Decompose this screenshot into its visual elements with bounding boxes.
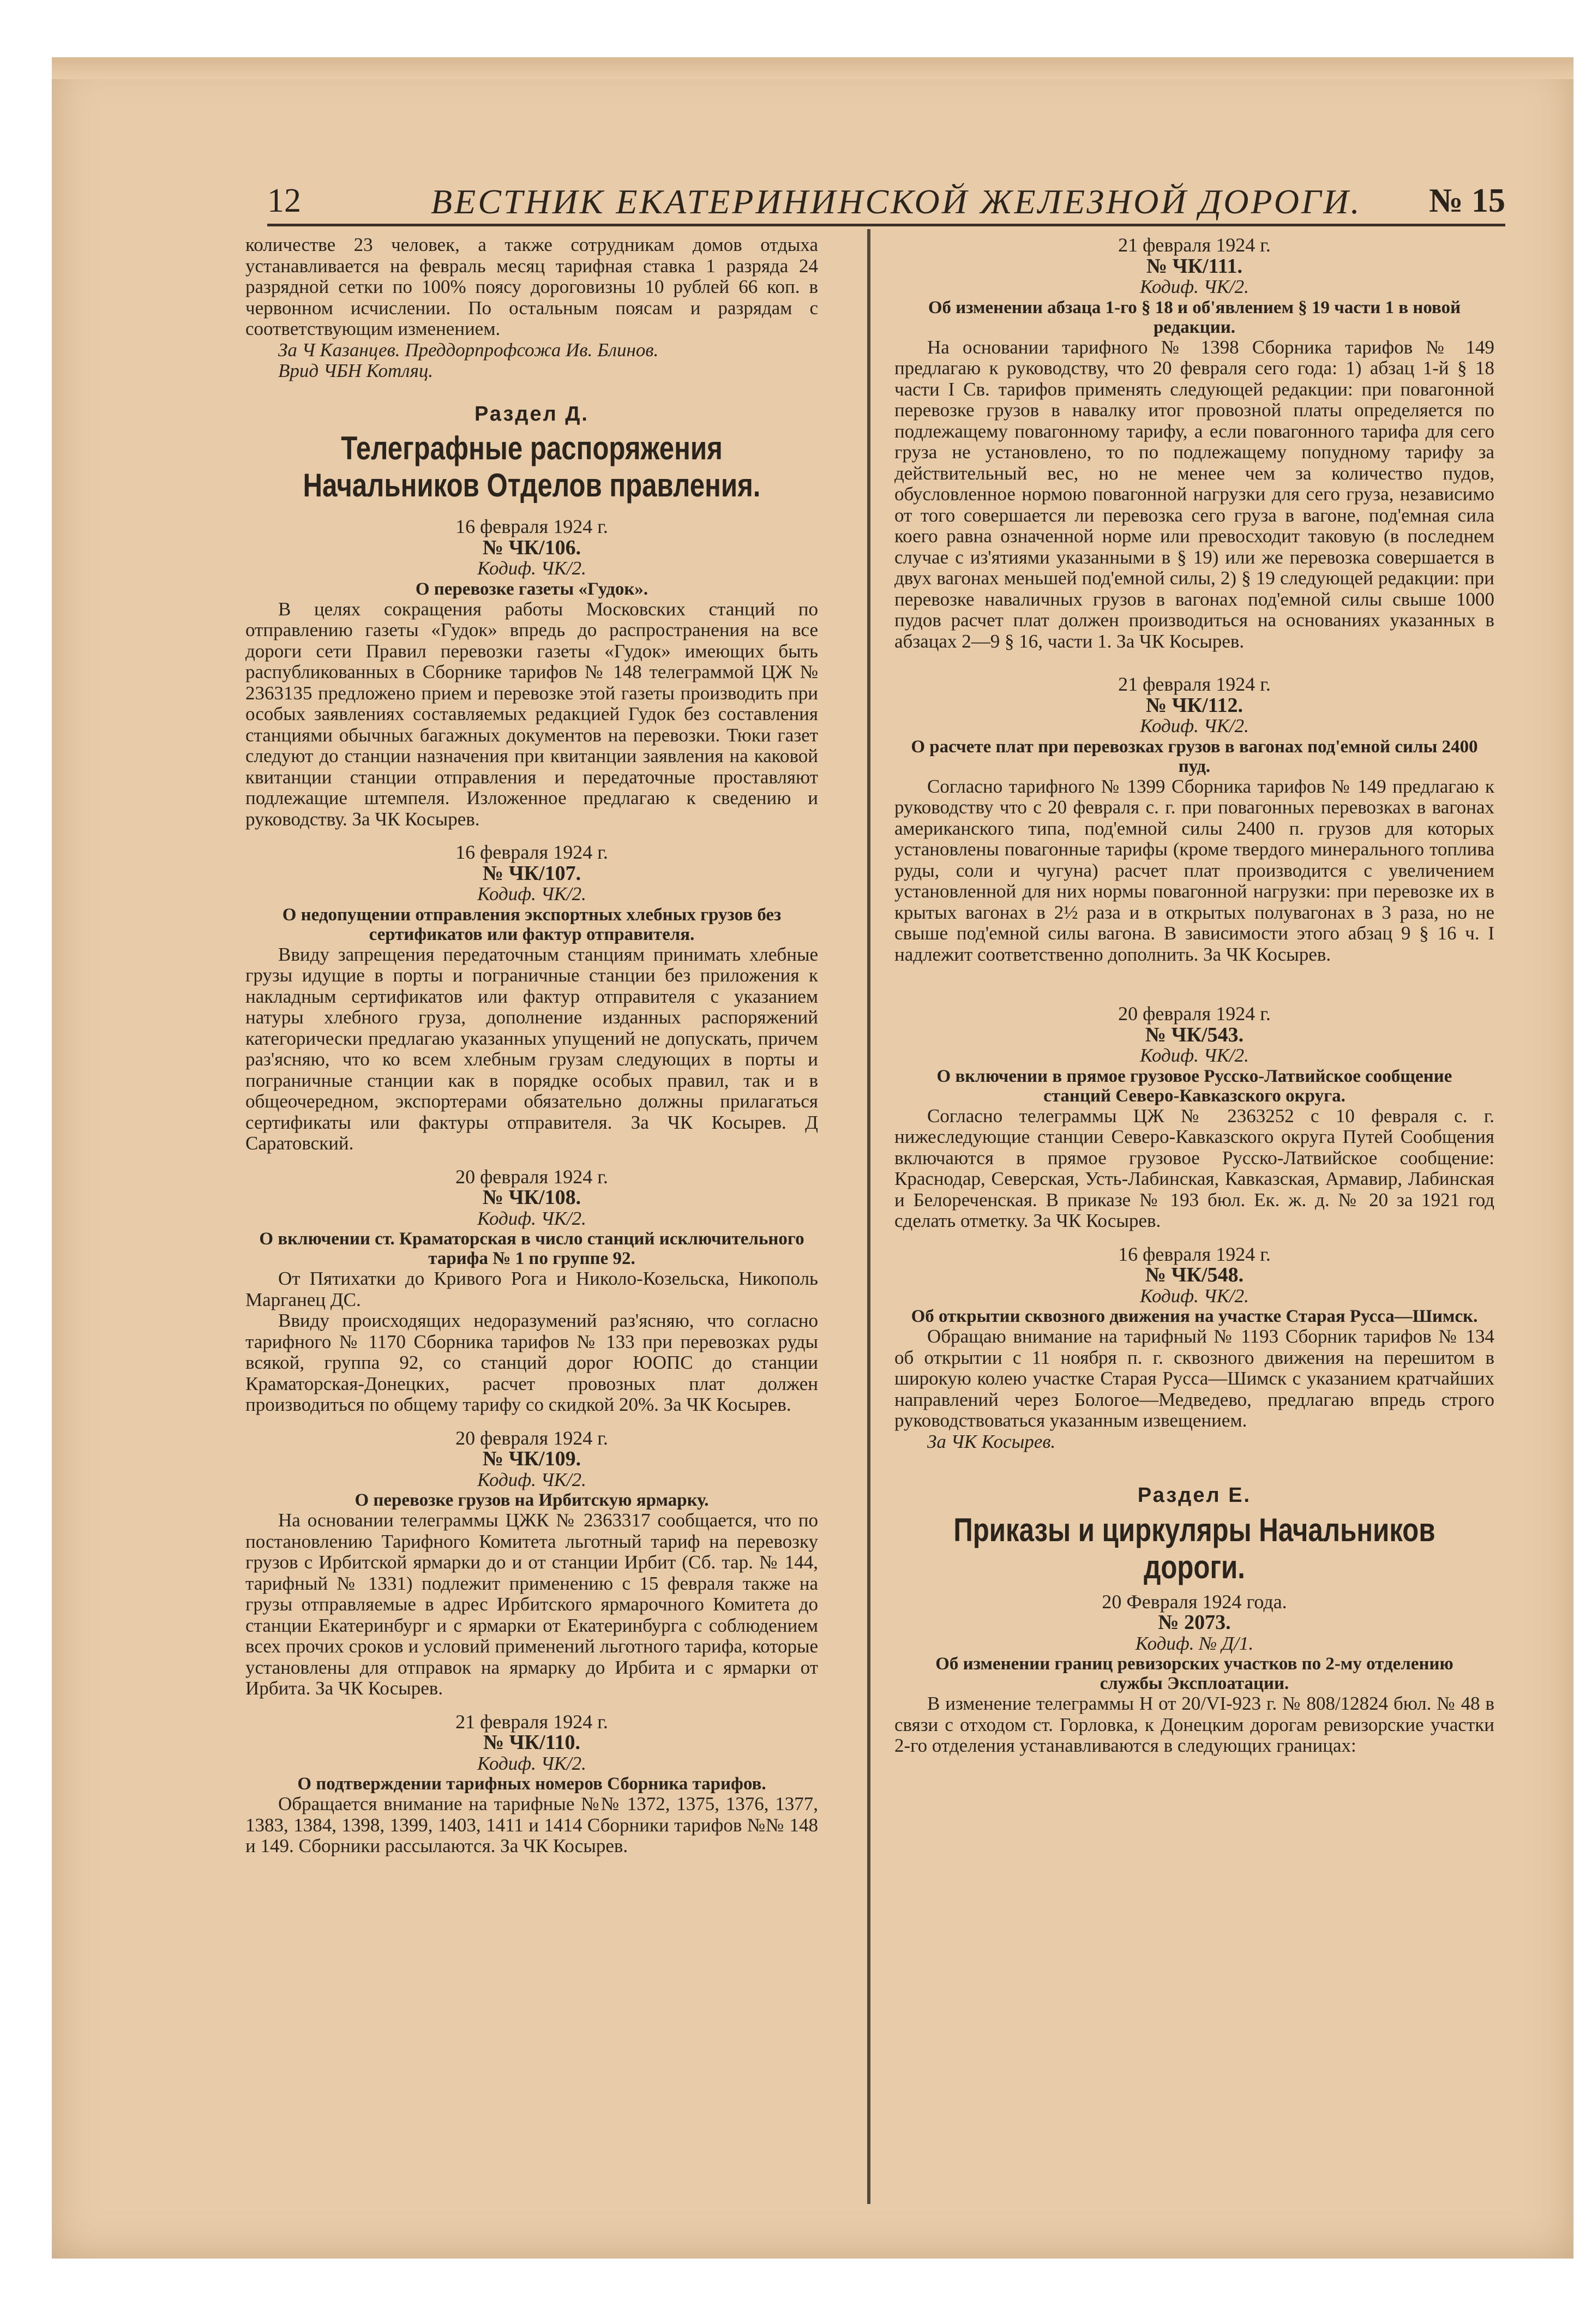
order-body: Согласно телеграммы ЦЖ № 2363252 с 10 февраля с. г. нижеследующие станции Северо-Кавказского округа Путей Сообщения включаются в прямое грузовое Русско-Латвийское сообщение: Краснодар, Северская, Усть-Лабинская, Кавказская, Армавир, Лабинская и Белореченская. В приказе № 193 бюл. Ек. ж. д. № 20 за 1921 год сделать отметку. За ЧК Косырев. [894, 1105, 1494, 1231]
order-number: № 2073. [1158, 1611, 1231, 1634]
order-number: № ЧК/107. [482, 861, 581, 885]
section-label: Раздел Е. [1137, 1484, 1252, 1507]
order-body: Ввиду запрещения передаточным станциям принимать хлебные грузы идущие в порты и пограничные станции без приложения к накладным сертификатов или фактур отправителя с указанием натуры хлебного груза, дополнение изданных распоряжений категорически предлагаю указанных упущений не допускать, причем раз'ясняю, что ко всем хлебным грузам следующих в порты и пограничные станции как в порядке особых правил, так и в общеочередном, экспортерами обязательно должны прилагаться сертификаты или фактуры отправителя. За ЧК Косырев. Д Саратовский. [245, 943, 818, 1154]
order-date: 21 февраля 1924 г. [455, 1710, 608, 1733]
journal-title: ВЕСТНИК ЕКАТЕРИНИНСКОЙ ЖЕЛЕЗНОЙ ДОРОГИ. [431, 182, 1362, 221]
order-date: 20 февраля 1924 г. [455, 1165, 608, 1188]
order-body: На основании тарифного № 1398 Сборника тарифов № 149 предлагаю к руководству, что 20 февраля сего года: 1) абзац 1-й § 18 части I Св. тарифов применять следующей редакции: при повагонной перевозке грузов в навалку итог провозной платы определяется по подлежащему повагонному тарифу, а если повагонного тарифа для сего груза не установлено, то по подлежащему попудному тарифу за действительный вес, но не менее чем за количество пудов, обусловленное нормою повагонной нагрузки для сего груза, независимо от того совершается ли перевозка сего груза в вагоне, под'емная сила коего равна означенной норме или превосходит таковую (в последнем случае с из'ятиями указанными в § 19) или же перевозка совершается в двух вагонах меньшей под'емной силы, 2) § 19 следующей редакции: при перевозке наваличных грузов в вагонах под'емной силы свыше 1000 пудов расчет плат должен производиться на основаниях указанных в абзацах 2—9 § 16, части 1. За ЧК Косырев. [894, 336, 1494, 652]
order-date: 20 Февраля 1924 года. [1102, 1590, 1287, 1613]
order-number: № ЧК/109. [482, 1447, 581, 1470]
order-body: Обращается внимание на тарифные №№ 1372, 1375, 1376, 1377, 1383, 1384, 1398, 1399, 1403, 1411 и 1414 Сборники тарифов №№ 148 и 149. Сборники рассылаются. За ЧК Косырев. [245, 1793, 818, 1856]
intro-text: количестве 23 человек, а также сотрудникам домов отдыха устанавливается на февраль месяц тарифная ставка 1 разряда 24 разрядной сетки по 100% поясу дороговизны 10 рублей 66 коп. в червонном исчислении. По остальным поясам и разрядам с соответствующим изменением. [245, 234, 818, 339]
order-548 [894, 1244, 1494, 1453]
order-date: 21 февраля 1924 г. [1118, 673, 1271, 695]
order-number: № ЧК/106. [482, 536, 581, 559]
left-column [245, 235, 818, 1857]
order-codification: Кодиф. ЧК/2. [1140, 715, 1249, 736]
order-subject: Об открытии сквозного движения на участке Старая Русса—Шимск. [911, 1307, 1478, 1326]
order-107 [245, 842, 818, 1154]
order-body: Согласно тарифного № 1399 Сборника тарифов № 149 предлагаю к руководству что с 20 февраля с. г. при повагонных перевозках в вагонах американского типа, под'емной силы 2400 п. грузов для которых установлены повагонные тарифы (кроме твердого минерального топлива руды, соли и чугуна) расчет плат производится с увеличением установленной для них нормы повагонной нагрузки: при перевозке их в крытых вагонах в 2½ раза и в открытых полувагонах в 3 раза, но не свыше под'емной силы вагона. В зависимости этого абзац 9 § 16 ч. I надлежит соответственно дополнить. За ЧК Косырев. [894, 775, 1494, 965]
order-body: В целях сокращения работы Московских станций по отправлению газеты «Гудок» впредь до распространения на все дороги сети Правил перевозки газеты «Гудок» имеющих быть распубликованных в Сборнике тарифов № 148 телеграммой ЦЖ № 2363135 предложено прием и перевозке этой газеты производить при особых заявлениях составляемых редакцией Гудок без составления станциями обычных багажных документов на перевозки. Тюки газет следуют до станции назначения при квитанции заявления на каковой квитанции станции отправления и передаточные проставляют подлежащие штемпеля. Изложенное предлагаю к сведению и руководству. За ЧК Косырев. [245, 598, 818, 830]
section-label: Раздел Д. [474, 402, 589, 426]
order-signature: За ЧК Косырев. [927, 1430, 1056, 1452]
order-date: 16 февраля 1924 г. [1118, 1243, 1271, 1265]
issue-number: № 15 [1429, 182, 1505, 219]
order-111 [894, 235, 1494, 652]
order-number: № ЧК/112. [1145, 693, 1243, 717]
right-column [894, 235, 1494, 1757]
order-number: № ЧК/108. [482, 1186, 581, 1209]
order-body: В изменение телеграммы Н от 20/VI-923 г. № 808/12824 бюл. № 48 в связи с отходом ст. Горловка, к Донецким дорогам ревизорские участки 2-го отделения устанавливаются в следующих границах: [894, 1693, 1494, 1756]
order-subject: О перевозке грузов на Ирбитскую ярмарку. [355, 1490, 709, 1510]
section-title: Приказы и циркуляры Начальников дороги. [953, 1511, 1435, 1585]
order-date: 20 февраля 1924 г. [1118, 1003, 1271, 1025]
order-number: № ЧК/110. [483, 1731, 581, 1754]
intro-signature-2: Врид ЧБН Котляц. [278, 360, 434, 381]
order-543 [894, 1003, 1494, 1232]
order-codification: Кодиф. ЧК/2. [477, 558, 586, 579]
order-codification: Кодиф. ЧК/2. [1140, 1285, 1249, 1307]
page-number: 12 [267, 182, 301, 219]
order-codification: Кодиф. ЧК/2. [477, 883, 586, 905]
order-date: 21 февраля 1924 г. [1118, 234, 1271, 256]
order-subject: О включении ст. Краматорская в число станций исключительного тарифа № 1 по группе 92. [259, 1229, 804, 1268]
order-number: № ЧК/548. [1145, 1263, 1244, 1286]
header-rule [267, 224, 1505, 226]
order-codification: Кодиф. № Д/1. [1135, 1632, 1254, 1654]
order-date: 20 февраля 1924 г. [455, 1427, 608, 1449]
order-106 [245, 516, 818, 830]
order-codification: Кодиф. ЧК/2. [477, 1752, 586, 1774]
order-subject: О включении в прямое грузовое Русско-Латвийское сообщение станций Северо-Кавказского округа. [936, 1066, 1452, 1106]
order-codification: Кодиф. ЧК/2. [477, 1207, 586, 1229]
order-109 [245, 1428, 818, 1699]
order-subject: О расчете плат при перевозках грузов в вагонах под'емной силы 2400 пуд. [911, 736, 1478, 776]
column-divider [867, 229, 870, 2204]
order-subject: Об изменении абзаца 1-го § 18 и об'явлением § 19 части 1 в новой редакции. [928, 297, 1461, 337]
order-2073 [894, 1591, 1494, 1757]
section-title: Телеграфные распоряжения Начальников Отделов правления. [303, 430, 761, 504]
order-subject: О недопущении отправления экспортных хлебных грузов без сертификатов или фактур отправителя. [282, 905, 782, 944]
order-body: Ввиду происходящих недоразумений раз'ясняю, что согласно тарифного № 1170 Сборника тарифов № 133 при перевозках руды всякой, группа 92, со станций дорог ЮОПС до станции Краматорская-Донецких, расчет провозных плат должен производиться по общему тарифу со скидкой 20%. За ЧК Косырев. [245, 1310, 818, 1415]
order-112 [894, 674, 1494, 965]
order-codification: Кодиф. ЧК/2. [477, 1469, 586, 1490]
order-codification: Кодиф. ЧК/2. [1140, 276, 1249, 297]
order-108 [245, 1166, 818, 1416]
order-codification: Кодиф. ЧК/2. [1140, 1045, 1249, 1066]
order-subject: Об изменении границ ревизорских участков по 2-му отделению службы Эксплоатации. [935, 1654, 1453, 1693]
order-date: 16 февраля 1924 г. [455, 516, 608, 537]
order-number: № ЧК/111. [1146, 254, 1242, 278]
order-body: От Пятихатки до Кривого Рога и Николо-Козельска, Никополь Марганец ДС. [245, 1268, 818, 1310]
order-date: 16 февраля 1924 г. [455, 841, 608, 863]
order-body: На основании телеграммы ЦЖК № 2363317 сообщается, что по постановлению Тарифного Комитета льготный тариф на перевозку грузов с Ирбитской ярмарки до и от станции Ирбит (Сб. тар. № 144, тарифный № 1331) подлежит применению с 15 февраля также на грузы отправляемые в адрес Ирбитского ярмарочного Комитета до станции Екатеринбург и с ярмарки от Екатеринбурга с соблюдением всех прочих сроков и условий применений льготного тарифа, которые установлены для отправок на ярмарку до Ирбита и с ярмарки от Ирбита. За ЧК Косырев. [245, 1510, 818, 1699]
order-body: Обращаю внимание на тарифный № 1193 Сборник тарифов № 134 об открытии с 11 ноября п. г. сквозного движения на перешитом в широкую колею участке Старая Русса—Шимск с указанием кратчайших направлений через Бологое—Медведево, предлагаю впредь строго руководствоваться указанным извещением. [894, 1326, 1494, 1431]
order-number: № ЧК/543. [1145, 1023, 1244, 1046]
intro-signature-1: За Ч Казанцев. Преддорпрофсожа Ив. Блинов. [278, 339, 659, 361]
order-subject: О перевозке газеты «Гудок». [415, 579, 648, 599]
order-110 [245, 1711, 818, 1857]
order-subject: О подтверждении тарифных номеров Сборника тарифов. [297, 1774, 766, 1794]
